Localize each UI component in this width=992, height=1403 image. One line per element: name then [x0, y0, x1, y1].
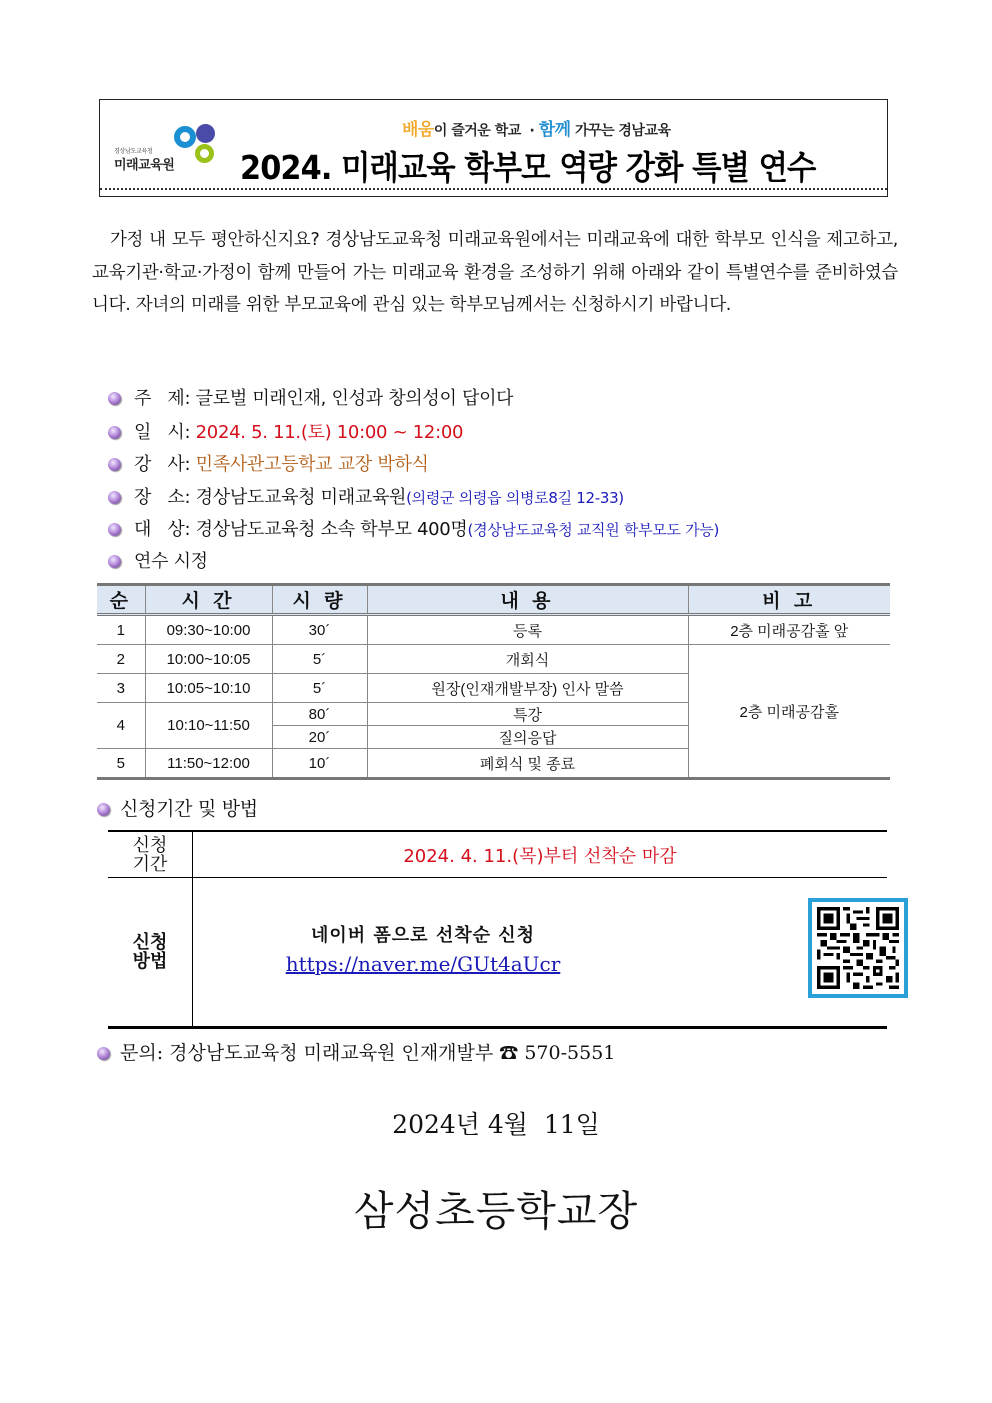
application-heading	[97, 794, 258, 821]
cell-duration: 80´	[272, 703, 367, 726]
cell-no: 4	[97, 703, 145, 749]
cell-content: 특강	[367, 703, 688, 726]
inquiry-line	[97, 1038, 615, 1065]
application-table	[108, 830, 887, 1029]
qr-code-icon[interactable]	[808, 898, 908, 998]
signer: 삼성초등학교장	[353, 1187, 639, 1235]
cell-time: 09:30~10:00	[145, 615, 272, 645]
cell-duration: 5´	[272, 645, 367, 674]
cell-content: 원장(인재개발부장) 인사 말씀	[367, 674, 688, 703]
detail-note: (의령군 의령읍 의병로8길 12-33)	[406, 489, 624, 507]
cell-duration: 5´	[272, 674, 367, 703]
application-link[interactable]: https://naver.me/GUt4aUcr	[285, 952, 561, 976]
bullet-icon	[108, 458, 121, 471]
section-heading: 신청기간 및 방법	[120, 798, 258, 820]
bullet-icon	[108, 491, 121, 504]
slogan-text-1: 이 즐거운 학교	[433, 123, 521, 139]
slogan-highlight-1: 배움	[402, 120, 434, 140]
detail-label: 강 사:	[134, 454, 191, 475]
detail-datetime	[108, 418, 463, 444]
detail-value: 민족사관고등학교 교장 박하식	[195, 454, 429, 475]
method-row	[108, 878, 887, 1028]
header-banner	[99, 99, 888, 197]
intro-paragraph	[92, 224, 898, 322]
cell-content: 등록	[367, 615, 688, 645]
cell-no: 2	[97, 645, 145, 674]
detail-target	[108, 515, 719, 541]
detail-label: 일 시:	[134, 422, 191, 443]
period-label	[108, 831, 193, 878]
logo-org-small: 경상남도교육청	[114, 148, 153, 155]
page-title: 2024. 미래교육 학부모 역량 강화 특별 연수	[240, 148, 816, 187]
cell-duration: 10´	[272, 749, 367, 779]
cell-no: 3	[97, 674, 145, 703]
slogan-text-2: 가꾸는 경남교육	[574, 123, 671, 139]
dotted-divider	[100, 188, 887, 190]
period-value: 2024. 4. 11.(목)부터 선착순 마감	[193, 831, 888, 878]
table-row	[97, 645, 890, 674]
logo-org-name: 미래교육원	[114, 158, 175, 173]
inquiry-text: 문의: 경상남도교육청 미래교육원 인재개발부 ☎ 570-5551	[120, 1042, 616, 1064]
detail-value: 경상남도교육청 미래교육원	[195, 487, 407, 508]
detail-topic	[108, 384, 513, 410]
bullet-icon	[97, 1047, 110, 1060]
method-cell	[193, 878, 888, 1028]
logo-purple-dot-icon	[196, 124, 215, 143]
method-label	[108, 878, 193, 1028]
table-header-row	[97, 585, 890, 615]
cell-time: 11:50~12:00	[145, 749, 272, 779]
cell-time: 10:00~10:05	[145, 645, 272, 674]
cell-no: 1	[97, 615, 145, 645]
cell-duration: 20´	[272, 726, 367, 749]
detail-label: 장 소:	[134, 487, 191, 508]
bullet-icon	[108, 426, 121, 439]
cell-time: 10:10~11:50	[145, 703, 272, 749]
detail-venue	[108, 483, 624, 509]
col-header: 시 량	[272, 585, 367, 615]
cell-content: 개회식	[367, 645, 688, 674]
col-header: 순	[97, 585, 145, 615]
cell-content: 폐회식 및 종료	[367, 749, 688, 779]
cell-note: 2층 미래공감홀 앞	[688, 615, 890, 645]
cell-duration: 30´	[272, 615, 367, 645]
col-header: 내 용	[367, 585, 688, 615]
slogan	[402, 115, 671, 140]
detail-label: 주 제:	[134, 388, 191, 409]
logo-green-ring-icon	[195, 144, 214, 163]
period-label-text: 신청 기간	[132, 834, 168, 875]
slogan-separator: ·	[529, 123, 535, 139]
bullet-icon	[108, 523, 121, 536]
col-header: 시 간	[145, 585, 272, 615]
method-title: 네이버 폼으로 선착순 신청	[310, 925, 536, 946]
detail-value: 2024. 5. 11.(토) 10:00 ~ 12:00	[195, 422, 464, 443]
period-row	[108, 831, 887, 878]
detail-label: 대 상:	[134, 519, 191, 540]
intro-text: 가정 내 모두 평안하신지요? 경상남도교육청 미래교육원에서는 미래교육에 대한 학부모 인식을 제고하고, 교육기관·학교·가정이 함께 만들어 가는 미래교육 환경을 조성하기 위해 아래와 같이 특별연수를 준비하였습니다. 자녀의 미래를 위한 부모교육에 관심 있는 학부모님께서는 신청하시기 바랍니다.	[92, 230, 898, 315]
method-label-text: 신청 방법	[132, 932, 168, 972]
cell-time: 10:05~10:10	[145, 674, 272, 703]
detail-value: 경상남도교육청 소속 학부모 400명	[195, 519, 468, 540]
detail-note: (경상남도교육청 교직원 학부모도 가능)	[467, 521, 720, 539]
logo-blue-ring-icon	[174, 126, 196, 148]
institute-logo	[112, 118, 222, 178]
schedule-table	[97, 583, 890, 780]
table-row	[97, 615, 890, 645]
issue-date: 2024년 4월 11일	[392, 1110, 600, 1139]
schedule-heading	[108, 547, 208, 573]
cell-no: 5	[97, 749, 145, 779]
bullet-icon	[108, 555, 121, 568]
cell-note: 2층 미래공감홀	[688, 645, 890, 779]
detail-value: 글로벌 미래인재, 인성과 창의성이 답이다	[195, 388, 514, 409]
detail-speaker	[108, 450, 429, 476]
cell-content: 질의응답	[367, 726, 688, 749]
bullet-icon	[97, 803, 110, 816]
col-header: 비 고	[688, 585, 890, 615]
bullet-icon	[108, 392, 121, 405]
section-heading: 연수 시정	[134, 551, 208, 572]
slogan-highlight-2: 함께	[538, 120, 571, 140]
